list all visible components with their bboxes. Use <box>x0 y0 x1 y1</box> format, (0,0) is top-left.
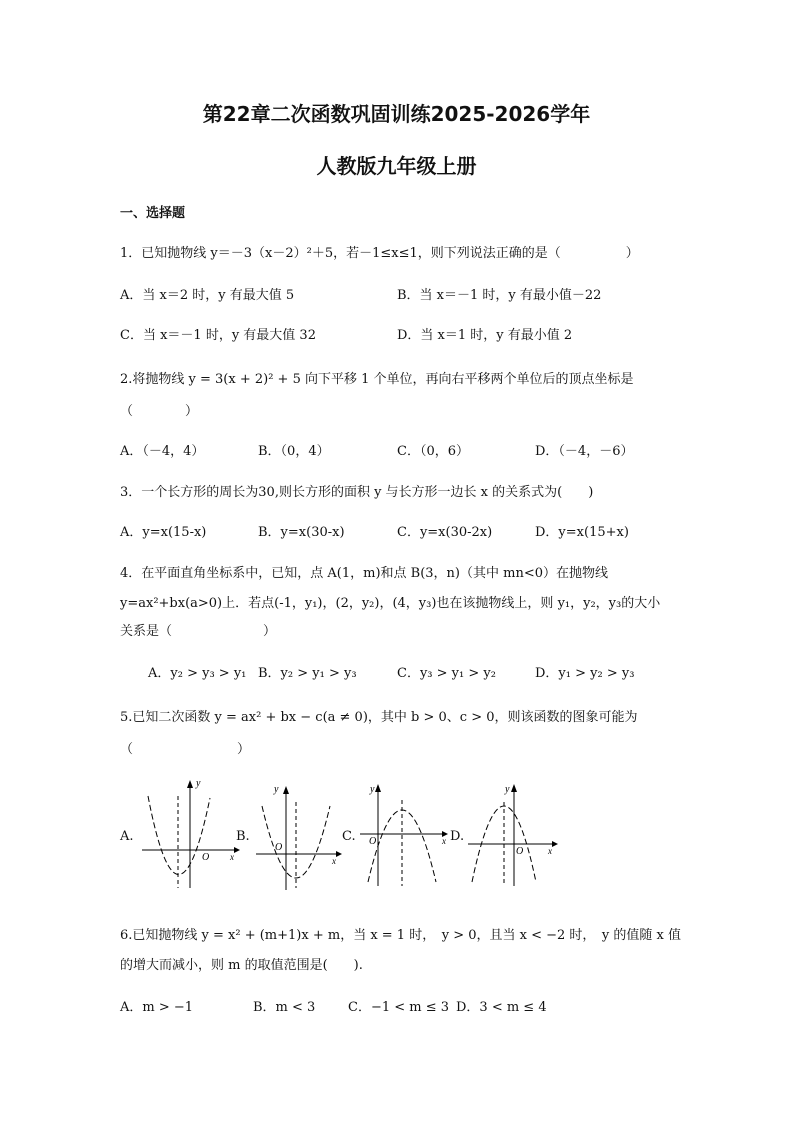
q5-stem: 5.已知二次函数 y = ax² + bx − c(a ≠ 0)，其中 b > 0、c > 0，则该函数的图象可能为 <box>120 710 638 725</box>
graph-a-x-label: x <box>230 852 234 862</box>
q5-graph-b <box>250 784 344 894</box>
q4-option-c: C．y₃ > y₁ > y₂ <box>397 666 496 681</box>
q5-graph-a <box>134 776 240 892</box>
q4-stem-line3: 关系是（ ） <box>120 624 277 639</box>
q1-stem: 1．已知抛物线 y＝－3（x－2）²＋5，若－1≤x≤1，则下列说法正确的是（ ） <box>120 246 639 261</box>
graph-a-y-label: y <box>196 778 201 789</box>
q5-answer-paren: （ ） <box>120 742 251 757</box>
q1-option-b: B．当 x＝－1 时，y 有最小值－22 <box>397 288 602 303</box>
q6-stem-line2: 的增大而减小，则 m 的取值范围是( ). <box>120 958 363 973</box>
doc-title-line1: 第22章二次函数巩固训练2025-2026学年 <box>202 102 591 126</box>
q1-option-a: A．当 x＝2 时，y 有最大值 5 <box>120 288 295 303</box>
q2-option-b: B．（0，4） <box>258 444 330 459</box>
doc-title-line2: 人教版九年级上册 <box>316 154 477 178</box>
q6-option-c: C．−1 < m ≤ 3 <box>348 1000 450 1015</box>
q4-option-d: D．y₁ > y₂ > y₃ <box>535 666 635 681</box>
q2-option-c: C．（0，6） <box>397 444 469 459</box>
q5-option-b-label: B. <box>236 829 250 844</box>
graph-c-x-label: x <box>442 836 446 846</box>
q1-option-c: C．当 x＝－1 时，y 有最大值 32 <box>120 328 316 343</box>
q5-graph-d <box>464 778 564 890</box>
section-heading: 一、选择题 <box>120 206 186 221</box>
graph-c-origin-label: O <box>369 836 377 847</box>
graph-d-y-label: y <box>505 784 510 795</box>
q4-stem-line1: 4．在平面直角坐标系中，已知，点 A(1，m)和点 B(3，n)（其中 mn<0）在抛物线 <box>120 566 609 581</box>
q3-stem: 3．一个长方形的周长为30,则长方形的面积 y 与长方形一边长 x 的关系式为( ) <box>120 485 594 500</box>
graph-d-x-label: x <box>548 846 552 856</box>
q2-option-d: D．（－4，－6） <box>535 444 634 459</box>
q2-answer-paren: （ ） <box>120 404 199 419</box>
q6-option-b: B．m < 3 <box>253 1000 316 1015</box>
q6-option-d: D．3 < m ≤ 4 <box>456 1000 547 1015</box>
q4-option-b: B．y₂ > y₁ > y₃ <box>258 666 357 681</box>
graph-b-origin-label: O <box>275 842 283 853</box>
q3-option-a: A．y=x(15-x) <box>120 525 207 540</box>
q5-option-d-label: D. <box>450 829 465 844</box>
graph-d-origin-label: O <box>516 846 524 857</box>
q3-option-d: D．y=x(15+x) <box>535 525 629 540</box>
q5-option-c-label: C. <box>342 829 356 844</box>
q5-graph-c <box>356 778 452 890</box>
q6-stem-line1: 6.已知抛物线 y = x² + (m+1)x + m，当 x = 1 时， y > 0，且当 x < −2 时， y 的值随 x 值 <box>120 928 681 943</box>
q2-option-a: A．（－4，4） <box>120 444 205 459</box>
q2-stem: 2.将抛物线 y = 3(x + 2)² + 5 向下平移 1 个单位，再向右平移两个单位后的顶点坐标是 <box>120 372 634 387</box>
q4-option-a: A．y₂ > y₃ > y₁ <box>148 666 247 681</box>
q4-stem-line2: y=ax²+bx(a>0)上．若点(-1，y₁)，(2，y₂)，(4，y₃)也在该抛物线上，则 y₁，y₂，y₃的大小 <box>120 596 661 611</box>
q6-option-a: A．m > −1 <box>120 1000 194 1015</box>
graph-c-y-label: y <box>370 784 375 795</box>
q5-option-a-label: A. <box>120 829 134 844</box>
q3-option-b: B．y=x(30-x) <box>258 525 345 540</box>
q3-option-c: C．y=x(30-2x) <box>397 525 493 540</box>
graph-a-origin-label: O <box>202 852 210 863</box>
graph-b-x-label: x <box>332 856 336 866</box>
q1-option-d: D．当 x＝1 时，y 有最小值 2 <box>397 328 573 343</box>
graph-b-y-label: y <box>274 784 279 795</box>
